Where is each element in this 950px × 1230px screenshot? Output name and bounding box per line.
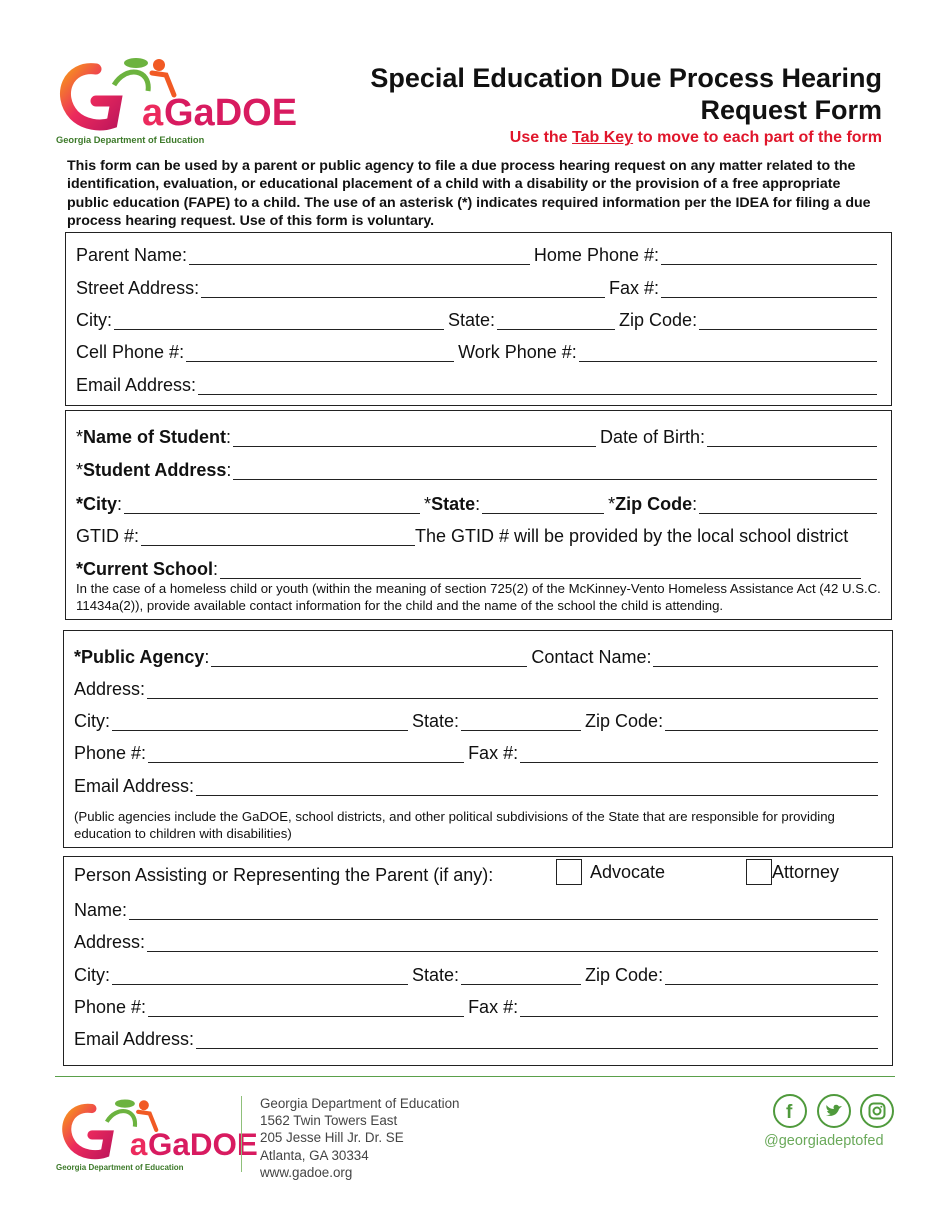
contact-name-field[interactable] (653, 651, 878, 667)
parent-name-label: Parent Name: (76, 245, 188, 265)
footer-vertical-divider (241, 1096, 242, 1172)
footer-logo-mark (56, 1097, 258, 1163)
logo-tagline: Georgia Department of Education (56, 135, 205, 145)
rep-name-field[interactable] (129, 904, 878, 920)
home-phone-field[interactable] (661, 249, 877, 265)
twitter-icon[interactable] (817, 1094, 851, 1128)
footer-logo-tagline: Georgia Department of Education (56, 1163, 184, 1172)
zip-field[interactable] (699, 314, 877, 330)
website-link[interactable]: www.gadoe.org (260, 1164, 353, 1180)
rep-fax-field[interactable] (520, 1001, 878, 1017)
gtid-note: The GTID # will be provided by the local school district (415, 526, 849, 546)
student-zip-field[interactable] (699, 498, 877, 514)
svg-text:a: a (142, 92, 164, 134)
student-address-field[interactable] (233, 464, 877, 480)
attorney-checkbox[interactable] (746, 859, 772, 885)
rep-email-field[interactable] (196, 1033, 878, 1049)
cell-phone-field[interactable] (186, 346, 454, 362)
tab-key-instruction: Use the Tab Key to move to each part of the form (509, 129, 882, 146)
agency-note: (Public agencies include the GaDOE, school districts, and other political subdivisions of the State that are responsible for providing education to children with disabilities) (74, 809, 835, 841)
footer-gadoe-logo (56, 1097, 258, 1175)
representative-heading: Person Assisting or Representing the Parent (if any): (74, 865, 494, 885)
footer-divider (55, 1076, 895, 1077)
agency-address-field[interactable] (147, 683, 878, 699)
facebook-icon[interactable] (773, 1094, 807, 1128)
agency-email-field[interactable] (196, 780, 878, 796)
agency-section: *Public Agency: Contact Name: Address: City: State: Zip Code: Phone #: Fax #: Email Address: (Public agencies include the GaDOE, school districts, and other political subdivisions of the State that are responsible for providing education to children with disabilities) (63, 630, 893, 848)
parent-section: Parent Name: Home Phone #: Street Address: Fax #: City: State: Zip Code: Cell Phone #: Work Phone #: Email Address: (65, 232, 892, 406)
social-handle: @georgiadeptofed (764, 1133, 884, 1149)
agency-phone-field[interactable] (148, 747, 464, 763)
agency-state-field[interactable] (461, 715, 581, 731)
intro-paragraph: This form can be used by a parent or public agency to file a due process hearing request on any matter related to the identification, evaluation, or educational placement of a child with a disability or the provision of a free appropriate public education (FAPE) to a child. The use of an asterisk (*) indicates required information per the IDEA for filing a due process hearing request. Use of this form is voluntary. (67, 158, 871, 230)
agency-city-field[interactable] (112, 715, 408, 731)
agency-zip-field[interactable] (665, 715, 878, 731)
student-section: *Name of Student: Date of Birth: *Student Address: *City: *State: *Zip Code: GTID #: The GTID # will be provided by the local school district *Current School: In the case of a homeless child or youth (within the meaning of section 725(2) of the McKinney-Vento Homeless Assistance Act (42 U.S.C. 11434a(2)), provide available contact information for the child and the name of the school the child is attending. (65, 410, 892, 620)
advocate-checkbox[interactable] (556, 859, 582, 885)
svg-text:GaDOE: GaDOE (164, 92, 298, 134)
rep-city-field[interactable] (112, 969, 408, 985)
gadoe-logo (56, 55, 298, 147)
state-field[interactable] (497, 314, 615, 330)
attorney-label: Attorney (772, 861, 840, 882)
representative-section: Person Assisting or Representing the Parent (if any): Advocate Attorney Name: Address: City: State: Zip Code: Phone #: Fax #: Email Address: (63, 856, 893, 1066)
homeless-note: In the case of a homeless child or youth (within the meaning of section 725(2) of the McKinney-Vento Homeless Assistance Act (42 U.S.C. 11434a(2)), provide available contact information for the child and the name of the school the child is attending. (76, 581, 881, 613)
svg-text:a: a (129, 1126, 148, 1162)
student-city-field[interactable] (124, 498, 420, 514)
home-phone-label: Home Phone #: (533, 245, 659, 265)
city-field[interactable] (114, 314, 444, 330)
svg-text:f: f (786, 1102, 793, 1123)
gtid-field[interactable] (141, 530, 415, 546)
parent-email-field[interactable] (198, 379, 877, 395)
public-agency-field[interactable] (211, 651, 527, 667)
advocate-label: Advocate (590, 861, 666, 882)
instagram-icon[interactable] (860, 1094, 894, 1128)
work-phone-field[interactable] (579, 346, 877, 362)
gadoe-logo-mark (56, 55, 298, 135)
agency-fax-field[interactable] (520, 747, 878, 763)
footer-address: Georgia Department of Education 1562 Twin Towers East 205 Jesse Hill Jr. Dr. SE Atlanta, GA 30334 www.gadoe.org (260, 1096, 460, 1180)
dob-field[interactable] (707, 431, 877, 447)
page-title: Special Education Due Process Hearing Request Form (370, 63, 882, 125)
current-school-field[interactable] (220, 563, 861, 579)
student-name-field[interactable] (233, 431, 596, 447)
rep-zip-field[interactable] (665, 969, 878, 985)
fax-field[interactable] (661, 282, 877, 298)
student-state-field[interactable] (482, 498, 604, 514)
rep-address-field[interactable] (147, 936, 878, 952)
street-address-field[interactable] (201, 282, 605, 298)
parent-name-field[interactable] (189, 249, 530, 265)
rep-phone-field[interactable] (148, 1001, 464, 1017)
svg-text:GaDOE: GaDOE (148, 1126, 258, 1162)
rep-state-field[interactable] (461, 969, 581, 985)
